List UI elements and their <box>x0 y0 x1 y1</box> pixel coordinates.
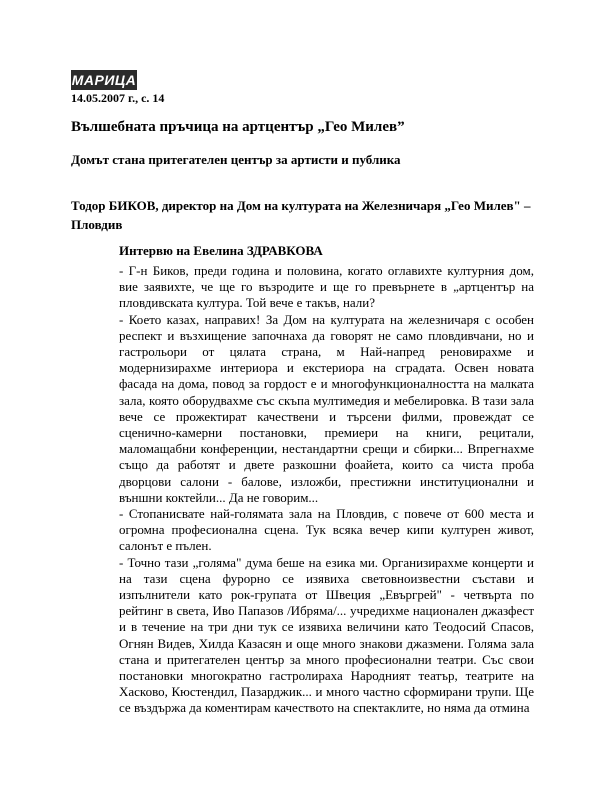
interviewer-byline: Интервю на Евелина ЗДРАВКОВА <box>119 243 323 258</box>
article-title: Вълшебната пръчица на артцентър „Гео Милев” <box>71 119 405 135</box>
answer-paragraph: - Което казах, направих! За Дом на културата на железничаря с особен респект и възхищение започнаха да говорят не само пловдивчани, но и гастрольори от цялата страна, м Най-напред реновирахме и модернизирахме интериора и екстериора на сградата. Освен новата фасада на дома, повод за гордост е и многофункционалността на малката зала, която оборудвахме със скъпа мултимедия и мебелировка. В тази зала вече се прожектират качествени и търсени филми, провеждат се сценично-камерни постановки, премиери на книги, рецитали, маломащабни конференции, нестандартни срещи и сбирки... Впрегнахме също да работят и двете разкошни фоайета, които са чиста проба дворцови салони - балове, изложби, престижни институционални и външни коктейли... Да не говорим... <box>119 311 534 505</box>
article-body <box>119 263 534 717</box>
interviewee-line: Тодор БИКОВ, директор на Дом на културата на Железничаря „Гео Милев" – Пловдив <box>71 198 531 232</box>
article-subtitle: Домът стана притегателен център за артисти и публика <box>71 152 401 167</box>
answer-paragraph: - Точно тази „голяма" дума беше на езика ми. Организирахме концерти и на тази сцена фурорно се изявиха световноизвестни състави и изпълнители като рок-групата от Швеция „Евъргрей" - четвърта по рейтинг в света, Иво Папазов /Ибряма/... учредихме национален джазфест и в течение на три дни тук се изявиха величини като Теодосий Спасов, Огнян Видев, Хилда Казасян и още много знакови джазмени. Голяма зала стана и притегателен център за много професионални театри. Със свои постановки многократно гастролираха Народният театър, театрите на Хасково, Кюстендил, Пазарджик... и много частно сформирани трупи. Ще се въздържа да коментирам качеството на спектаклите, но няма да отмина <box>119 554 534 716</box>
newspaper-logo: МАРИЦА <box>71 72 137 88</box>
publication-date: 14.05.2007 г., с. 14 <box>71 91 165 105</box>
question-paragraph: - Стопанисвате най-голямата зала на Пловдив, с повече от 600 места и огромна професионална сцена. Тук всяка вечер кипи културен живот, салонът е пълен. <box>119 506 534 554</box>
question-paragraph: - Г-н Биков, преди година и половина, когато оглавихте културния дом, вие заявихте, че ще го възродите и ще го превърнете в „артцентър на пловдивската култура. Той вече е такъв, нали? <box>119 263 534 311</box>
